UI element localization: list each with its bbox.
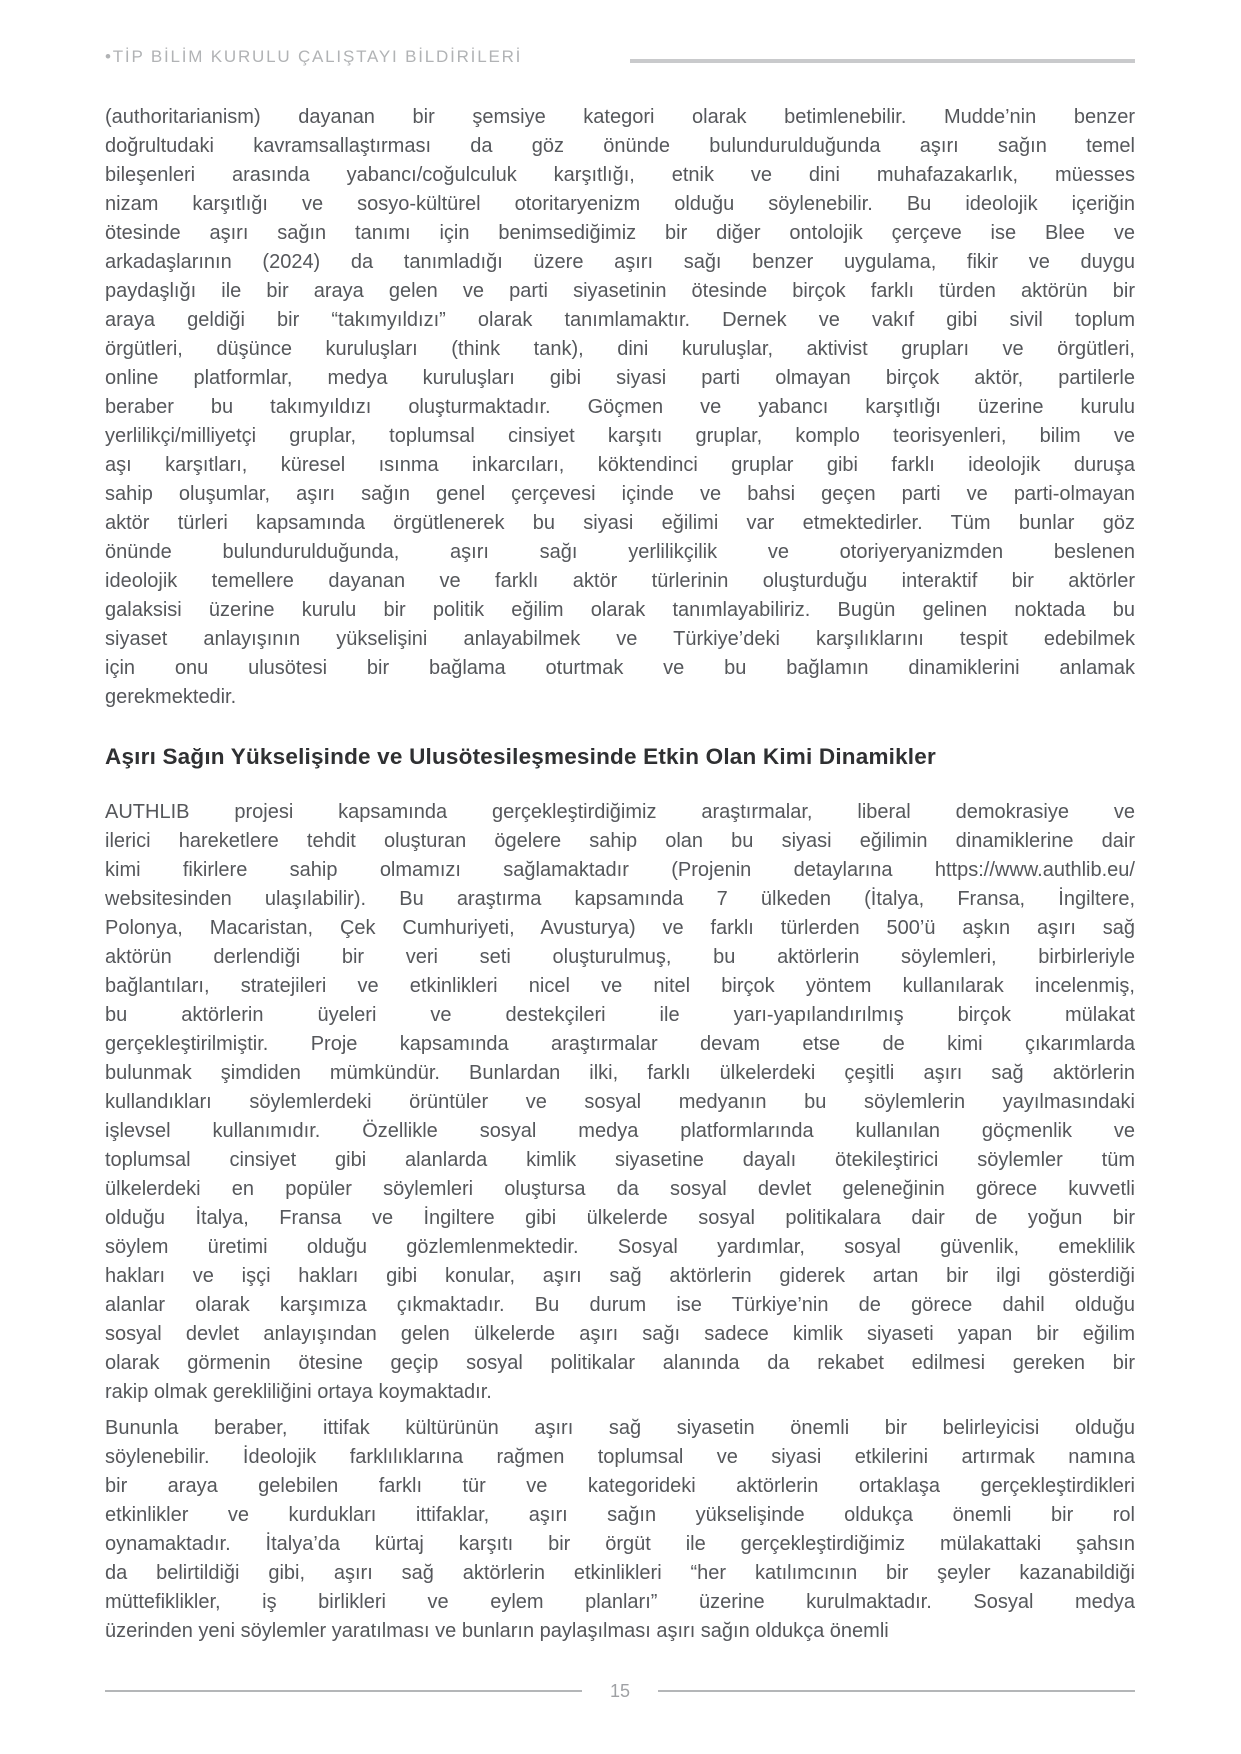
text-line: Polonya, Macaristan, Çek Cumhuriyeti, Avusturya) ve farklı türlerden 500’ü aşkın aşırı sağ xyxy=(105,917,1135,939)
text-line: bir araya gelebilen farklı tür ve kategorideki aktörlerin ortaklaşa gerçekleştirdikleri xyxy=(105,1475,1135,1497)
text-line: AUTHLIB projesi kapsamında gerçekleştirdiğimiz araştırmalar, liberal demokrasiye ve xyxy=(105,801,1135,823)
text-line: ülkelerdeki en popüler söylemleri oluştursa da sosyal devlet geleneğinin görece kuvvetli xyxy=(105,1178,1135,1200)
paragraph-2 xyxy=(105,798,1135,1407)
text-line: galaksisi üzerine kurulu bir politik eğilim olarak tanımlayabiliriz. Bugün gelinen noktada bu xyxy=(105,599,1135,621)
text-line: etkinlikler ve kurdukları ittifaklar, aşırı sağın yükselişinde oldukça önemli bir rol xyxy=(105,1504,1135,1526)
text-line: alanlar olarak karşımıza çıkmaktadır. Bu durum ise Türkiye’nin de görece dahil olduğu xyxy=(105,1294,1135,1316)
text-line: aktörün derlendiği bir veri seti oluşturulmuş, bu aktörlerin söylemleri, birbirleriyle xyxy=(105,946,1135,968)
paragraph-3 xyxy=(105,1414,1135,1646)
text-line: sahip oluşumlar, aşırı sağın genel çerçevesi içinde ve bahsi geçen parti ve parti-olmayan xyxy=(105,483,1135,505)
text-line: üzerinden yeni söylemler yaratılması ve bunların paylaşılması aşırı sağın oldukça önemli xyxy=(105,1620,889,1642)
text-line: da belirtildiği gibi, aşırı sağ aktörlerin etkinlikleri “her katılımcının bir şeyler kazanabildiği xyxy=(105,1562,1135,1584)
text-line: ideolojik temellere dayanan ve farklı aktör türlerinin oluşturduğu interaktif bir aktörler xyxy=(105,570,1135,592)
text-line: söylem üretimi olduğu gözlemlenmektedir. Sosyal yardımlar, sosyal güvenlik, emeklilik xyxy=(105,1236,1135,1258)
footer-rule-left xyxy=(105,1690,582,1692)
text-line: online platformlar, medya kuruluşları gibi siyasi parti olmayan birçok aktör, partilerle xyxy=(105,367,1135,389)
text-line: söylenebilir. İdeolojik farklılıklarına rağmen toplumsal ve siyasi etkilerini artırmak namına xyxy=(105,1446,1135,1468)
text-line: toplumsal cinsiyet gibi alanlarda kimlik siyasetine dayalı ötekileştirici söylemler tüm xyxy=(105,1149,1135,1171)
text-line: aşı karşıtları, küresel ısınma inkarcıları, köktendinci gruplar gibi farklı ideolojik duruşa xyxy=(105,454,1135,476)
text-line: örgütleri, düşünce kuruluşları (think tank), dini kuruluşlar, aktivist grupları ve örgütleri, xyxy=(105,338,1135,360)
text-line: bağlantıları, stratejileri ve etkinlikleri nicel ve nitel birçok yöntem kullanılarak incelenmiş, xyxy=(105,975,1135,997)
text-line: beraber bu takımyıldızı oluşturmaktadır. Göçmen ve yabancı karşıtlığı üzerine kurulu xyxy=(105,396,1135,418)
text-line: bulunmak şimdiden mümkündür. Bunlardan ilki, farklı ülkelerdeki çeşitli aşırı sağ aktörlerin xyxy=(105,1062,1135,1084)
text-line: ilerici hareketlere tehdit oluşturan ögelere sahip olan bu siyasi eğilimin dinamiklerine dair xyxy=(105,830,1135,852)
article-body xyxy=(105,103,1135,1653)
text-line: oynamaktadır. İtalya’da kürtaj karşıtı bir örgüt ile gerçekleştirdiğimiz mülakattaki şahsın xyxy=(105,1533,1135,1555)
section-heading: Aşırı Sağın Yükselişinde ve Ulusötesileşmesinde Etkin Olan Kimi Dinamikler xyxy=(105,744,936,769)
text-line: websitesinden ulaşılabilir). Bu araştırma kapsamında 7 ülkeden (İtalya, Fransa, İngiltere, xyxy=(105,888,1135,910)
text-line: gerekmektedir. xyxy=(105,686,237,708)
text-line: nizam karşıtlığı ve sosyo-kültürel otoritaryenizm olduğu söylenebilir. Bu ideolojik içeriğin xyxy=(105,193,1135,215)
text-line: Bununla beraber, ittifak kültürünün aşırı sağ siyasetin önemli bir belirleyicisi olduğu xyxy=(105,1417,1135,1439)
text-line: doğrultudaki kavramsallaştırması da göz önünde bulundurulduğunda aşırı sağın temel xyxy=(105,135,1135,157)
text-line: hakları ve işçi hakları gibi konular, aşırı sağ aktörlerin giderek artan bir ilgi gösterdiği xyxy=(105,1265,1135,1287)
text-line: yerlilikçi/milliyetçi gruplar, toplumsal cinsiyet karşıtı gruplar, komplo teorisyenleri, bilim ve xyxy=(105,425,1135,447)
text-line: arkadaşlarının (2024) da tanımladığı üzere aşırı sağı benzer uygulama, fikir ve duygu xyxy=(105,251,1135,273)
text-line: bu aktörlerin üyeleri ve destekçileri ile yarı-yapılandırılmış birçok mülakat xyxy=(105,1004,1135,1026)
text-line: (authoritarianism) dayanan bir şemsiye kategori olarak betimlenebilir. Mudde’nin benzer xyxy=(105,106,1135,128)
text-line: ötesinde aşırı sağın tanımı için benimsediğimiz bir diğer ontolojik çerçeve ise Blee ve xyxy=(105,222,1135,244)
paragraph-1 xyxy=(105,103,1135,712)
text-line: bileşenleri arasında yabancı/coğulculuk karşıtlığı, etnik ve dini muhafazakarlık, müesses xyxy=(105,164,1135,186)
text-line: olarak görmenin ötesine geçip sosyal politikalar alanında da rekabet edilmesi gereken bir xyxy=(105,1352,1135,1374)
text-line: sosyal devlet anlayışından gelen ülkelerde aşırı sağı sadece kimlik siyaseti yapan bir eğilim xyxy=(105,1323,1135,1345)
text-line: olduğu İtalya, Fransa ve İngiltere gibi ülkelerde sosyal politikalara dair de yoğun bir xyxy=(105,1207,1135,1229)
page-footer xyxy=(105,1682,1135,1700)
text-line: müttefiklikler, iş birlikleri ve eylem planları” üzerine kurulmaktadır. Sosyal medya xyxy=(105,1591,1135,1613)
text-line: kimi fikirlere sahip olmamızı sağlamaktadır (Projenin detaylarına https://www.authlib.eu/ xyxy=(105,859,1135,881)
text-line: aktör türleri kapsamında örgütlenerek bu siyasi eğilimi var etmektedirler. Tüm bunlar göz xyxy=(105,512,1135,534)
running-header: •TİP BİLİM KURULU ÇALIŞTAYI BİLDİRİLERİ xyxy=(105,47,523,66)
header-rule xyxy=(630,59,1135,63)
text-line: işlevsel kullanımıdır. Özellikle sosyal medya platformlarında kullanılan göçmenlik ve xyxy=(105,1120,1135,1142)
text-line: kullandıkları söylemlerdeki örüntüler ve sosyal medyanın bu söylemlerin yayılmasındaki xyxy=(105,1091,1135,1113)
text-line: siyaset anlayışının yükselişini anlayabilmek ve Türkiye’deki karşılıklarını tespit edebilmek xyxy=(105,628,1135,650)
text-line: gerçekleştirilmiştir. Proje kapsamında araştırmalar devam etse de kimi çıkarımlarda xyxy=(105,1033,1135,1055)
text-line: için onu ulusötesi bir bağlama oturtmak ve bu bağlamın dinamiklerini anlamak xyxy=(105,657,1135,679)
text-line: paydaşlığı ile bir araya gelen ve parti siyasetinin ötesinde birçok farklı türden aktörün bir xyxy=(105,280,1135,302)
text-line: rakip olmak gerekliliğini ortaya koymaktadır. xyxy=(105,1381,492,1403)
text-line: araya geldiği bir “takımyıldızı” olarak tanımlamaktır. Dernek ve vakıf gibi sivil toplum xyxy=(105,309,1135,331)
page-number: 15 xyxy=(609,1681,631,1701)
footer-rule-right xyxy=(658,1690,1135,1692)
text-line: önünde bulundurulduğunda, aşırı sağı yerlilikçilik ve otoriyeryanizmden beslenen xyxy=(105,541,1135,563)
